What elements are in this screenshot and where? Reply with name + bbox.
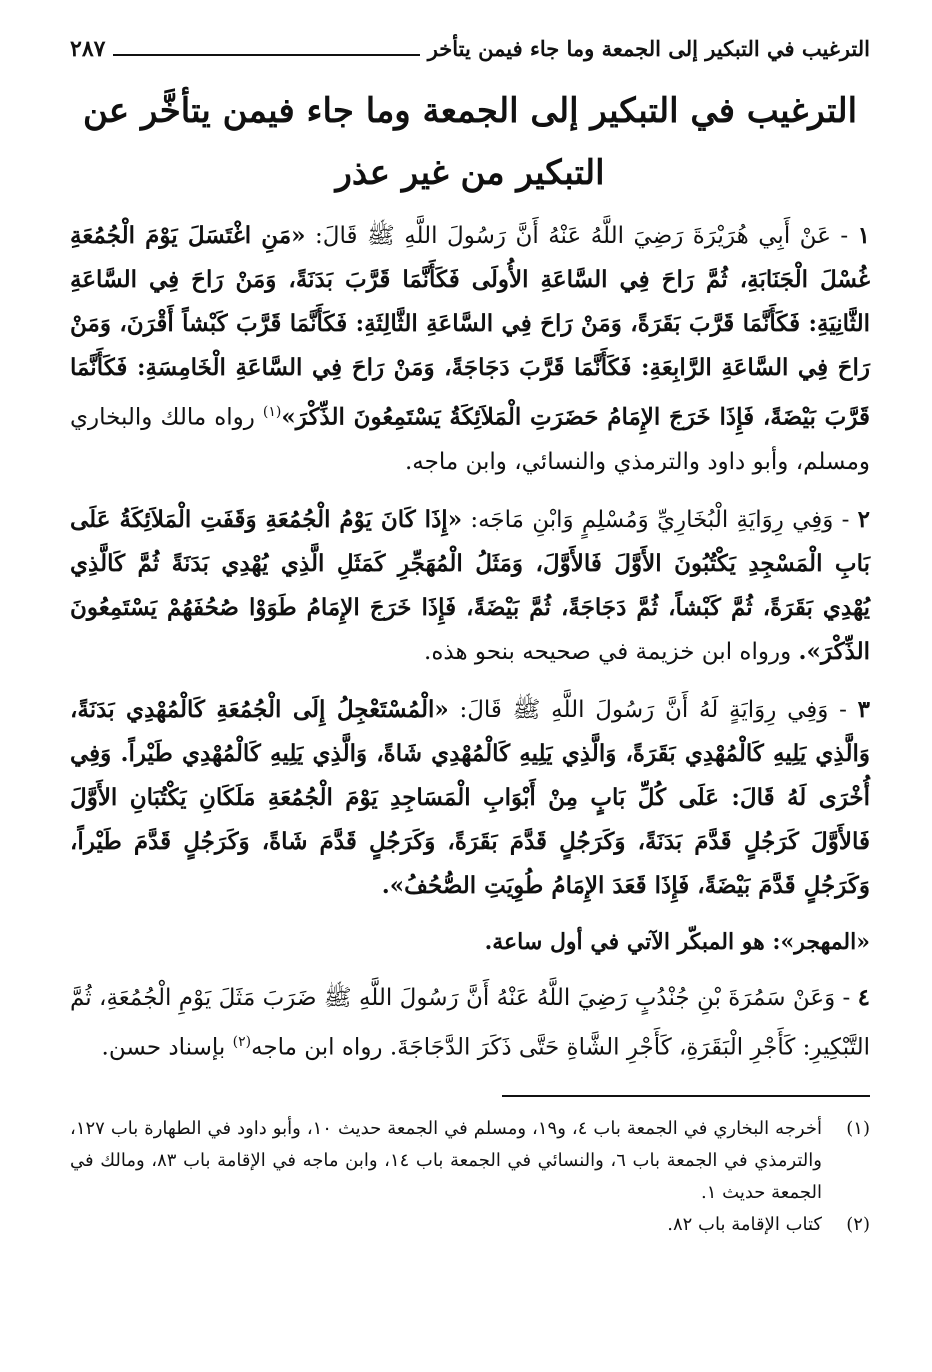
glossary-note: «المهجر»: هو المبكّر الآتي في أول ساعة. [484,928,870,955]
footnote-divider [502,1095,870,1097]
footnote-text: أخرجه البخاري في الجمعة باب ٤، و١٩، ومسلم في الجمعة حديث ١٠، وأبو داود في الطهارة باب ١٢٧، والترمذي في الجمعة باب ٦، والنسائي في الجمعة باب ١٤، وابن ماجه في الإقامة باب ٨٣، ومالك في الجمعة حديث ١. [70,1118,822,1204]
hadith-source: رواه مالك والبخاري ومسلم، وأبو داود والترمذي والنسائي، وابن ماجه. [70,404,870,475]
header-rule [113,54,419,56]
hadith-intro: - وَفِي رِوَايَةٍ لَهُ أَنَّ رَسُولَ اللَّهِ ﷺ قَالَ: [459,696,847,723]
hadith-4 [70,976,870,1070]
chapter-title: الترغيب في التبكير إلى الجمعة وما جاء فيمن يتأخَّر عن التبكير من غير عذر [82,91,858,193]
hadith-number: ٣ [857,695,870,723]
hadith-2 [70,498,870,674]
running-header [70,34,870,64]
hadith-1 [70,214,870,484]
running-title: الترغيب في التبكير إلى الجمعة وما جاء فيمن يتأخر [427,36,870,61]
footnote-ref: (٢) [232,1033,252,1050]
hadith-number: ٤ [857,983,871,1011]
footnote-1 [70,1113,870,1209]
hadith-intro: - عَنْ أَبِي هُرَيْرَةَ رَضِيَ اللَّهُ عَنْهُ أَنَّ رَسُولَ اللَّهِ ﷺ قَالَ: [315,223,849,249]
hadith-text: «إِذَا كَانَ يَوْمُ الْجُمُعَةِ وَقَفَتِ الْمَلاَئِكَةُ عَلَى بَابِ الْمَسْجِدِ يَكْتُبُونَ الأَوَّلَ فَالأَوَّلَ، وَمَثَلُ الْمُهَجِّرِ كَمَثَلِ الَّذِي يُهْدِي بَدَنَةً ثُمَّ كَالَّذِي يُهْدِي بَقَرَةً، ثُمَّ كَبْشاً، ثُمَّ دَجَاجَةً، ثُمَّ بَيْضَةً، فَإِذَا خَرَجَ الإِمَامُ طَوَوْا صُحُفَهُمْ يَسْتَمِعُونَ الذِّكْرَ». [70,505,870,665]
hadith-source-grade: بإسناد حسن. [101,1034,226,1061]
hadith-source: رواه ابن ماجه [251,1034,383,1061]
hadith-text: «مَنِ اغْتَسَلَ يَوْمَ الْجُمُعَةِ غُسْلَ الْجَنَابَةِ، ثُمَّ رَاحَ فِي السَّاعَةِ الأُولَى فَكَأَنَّمَا قَرَّبَ بَدَنَةً، وَمَنْ رَاحَ فِي السَّاعَةِ الثَّانِيَةِ: فَكَأَنَّمَا قَرَّبَ بَقَرَةً، وَمَنْ رَاحَ فِي السَّاعَةِ الثَّالِثَةِ: فَكَأَنَّمَا قَرَّبَ كَبْشاً أَقْرَنَ، وَمَنْ رَاحَ فِي السَّاعَةِ الرَّابِعَةِ: فَكَأَنَّمَا قَرَّبَ دَجَاجَةً، وَمَنْ رَاحَ فِي السَّاعَةِ الْخَامِسَةِ: فَكَأَنَّمَا قَرَّبَ بَيْضَةً، فَإِذَا خَرَجَ الإِمَامُ حَضَرَتِ الْمَلاَئِكَةُ يَسْتَمِعُونَ الذِّكْرَ» [70,222,871,431]
page-number: ٢٨٧ [70,36,106,62]
footnote-2 [70,1209,870,1241]
hadith-number: ١ [857,222,871,249]
footnote-number: (٢) [846,1214,870,1236]
hadith-intro: - وَفِي رِوَايَةِ الْبُخَارِيِّ وَمُسْلِمٍ وَابْنِ مَاجَه: [470,506,850,533]
hadith-number: ٢ [857,505,870,533]
hadith-3 [70,688,870,908]
footnote-ref: (١) [262,404,282,420]
hadith-text: «الْمُسْتَعْجِلُ إِلَى الْجُمُعَةِ كَالْمُهْدِي بَدَنَةً، وَالَّذِي يَلِيهِ كَالْمُهْدِي بَقَرَةً، وَالَّذِي يَلِيهِ كَالْمُهْدِي شَاةً، وَالَّذِي يَلِيهِ كَالْمُهْدِي طَيْراً. وَفِي أُخْرَى لَهُ قَالَ: عَلَى كُلِّ بَابٍ مِنْ أَبْوَابِ الْمَسَاجِدِ يَوْمَ الْجُمُعَةِ مَلَكَانِ يَكْتُبَانِ الأَوَّلَ فَالأَوَّلَ كَرَجُلٍ قَدَّمَ بَدَنَةً، وَكَرَجُلٍ قَدَّمَ بَقَرَةً، وَكَرَجُلٍ قَدَّمَ شَاةً، وَكَرَجُلٍ قَدَّمَ طَيْراً، وَكَرَجُلٍ قَدَّمَ بَيْضَةً، فَإِذَا قَعَدَ الإِمَامُ طُوِيَتِ الصُّحُفُ». [70,695,870,899]
hadith-text: - وَعَنْ سَمُرَةَ بْنِ جُنْدُبٍ رَضِيَ اللَّهُ عَنْهُ أَنَّ رَسُولَ اللَّهِ ﷺ ضَرَبَ مَثَلَ يَوْمِ الْجُمُعَةِ، ثُمَّ التَّبْكِيرِ: كَأَجْرِ الْبَقَرَةِ، كَأَجْرِ الشَّاةِ حَتَّى ذَكَرَ الدَّجَاجَةَ. [70,984,870,1061]
footnote-number: (١) [846,1118,870,1140]
hadith-source: ورواه ابن خزيمة في صحيحه بنحو هذه. [424,638,792,665]
footnote-text: كتاب الإقامة باب ٨٢. [667,1214,822,1236]
